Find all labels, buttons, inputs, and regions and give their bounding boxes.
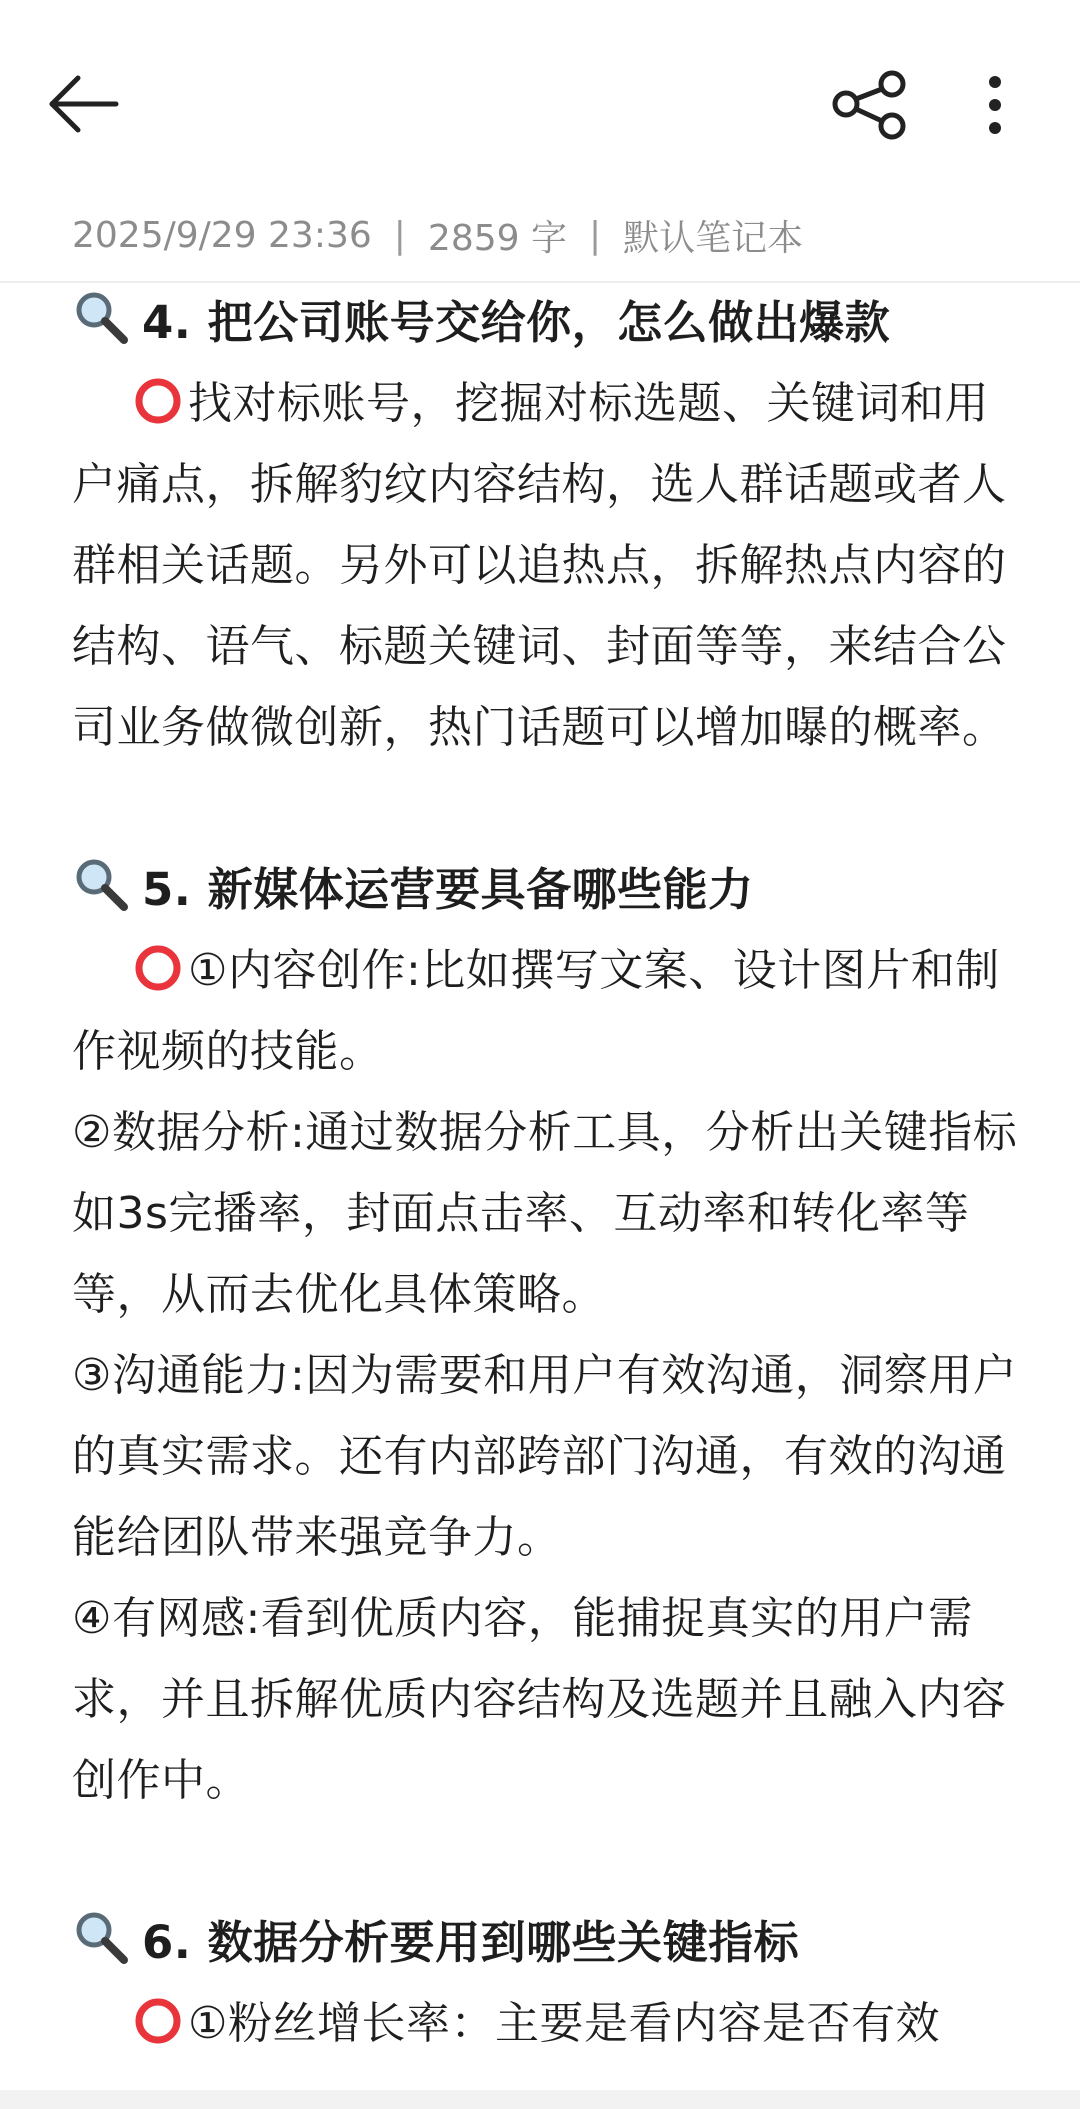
more-options-button[interactable] bbox=[960, 62, 1030, 152]
meta-separator: | bbox=[393, 214, 406, 256]
paragraph-text: ①粉丝增长率：主要是看内容是否有效 bbox=[188, 1998, 940, 2049]
red-circle-icon bbox=[132, 1995, 184, 2047]
more-vertical-icon bbox=[960, 62, 1030, 152]
magnifier-icon bbox=[72, 1908, 130, 1966]
magnifier-icon bbox=[72, 855, 130, 913]
bottom-edge bbox=[0, 2090, 1080, 2109]
section-heading-text: 6. 数据分析要用到哪些关键指标 bbox=[142, 1916, 800, 1969]
magnifier-icon bbox=[72, 288, 130, 346]
arrow-left-icon bbox=[40, 62, 130, 142]
share-icon bbox=[820, 62, 920, 152]
paragraph-text: ①内容创作:比如撰写文案、设计图片和制作视频的技能。 bbox=[72, 945, 1000, 1077]
note-word-count: 2859 字 bbox=[427, 217, 567, 259]
section-heading bbox=[72, 282, 1022, 363]
red-circle-icon bbox=[132, 375, 184, 427]
paragraph: ③沟通能力:因为需要和用户有效沟通，洞察用户的真实需求。还有内部跨部门沟通，有效的沟通能给团队带来强竞争力。 bbox=[72, 1350, 1018, 1563]
red-circle-icon bbox=[132, 942, 184, 994]
section-heading bbox=[72, 849, 1022, 930]
section-heading-text: 4. 把公司账号交给你，怎么做出爆款 bbox=[142, 296, 891, 349]
note-meta bbox=[72, 205, 803, 265]
note-datetime: 2025/9/29 23:36 bbox=[72, 214, 372, 256]
top-app-bar bbox=[0, 0, 1080, 190]
note-notebook-name[interactable]: 默认笔记本 bbox=[623, 217, 804, 259]
paragraph: ④有网感:看到优质内容，能捕捉真实的用户需求，并且拆解优质内容结构及选题并且融入内容创作中。 bbox=[72, 1593, 1007, 1806]
section-heading-text: 5. 新媒体运营要具备哪些能力 bbox=[142, 863, 754, 916]
section-heading bbox=[72, 1902, 1022, 1983]
meta-separator: | bbox=[588, 214, 602, 256]
paragraph: ②数据分析:通过数据分析工具，分析出关键指标如3s完播率，封面点击率、互动率和转化率等等，从而去优化具体策略。 bbox=[72, 1107, 1018, 1320]
paragraph bbox=[72, 363, 1022, 768]
share-button[interactable] bbox=[820, 62, 920, 152]
paragraph-text: 找对标账号，挖掘对标选题、关键词和用户痛点，拆解豹纹内容结构，选人群话题或者人群相关话题。另外可以追热点，拆解热点内容的结构、语气、标题关键词、封面等等，来结合公司业务做微创新，热门话题可以增加曝的概率。 bbox=[72, 378, 1007, 753]
paragraph bbox=[72, 1983, 1022, 2064]
paragraph bbox=[72, 930, 1022, 1092]
back-button[interactable] bbox=[40, 62, 130, 142]
note-body[interactable] bbox=[72, 282, 1022, 2082]
